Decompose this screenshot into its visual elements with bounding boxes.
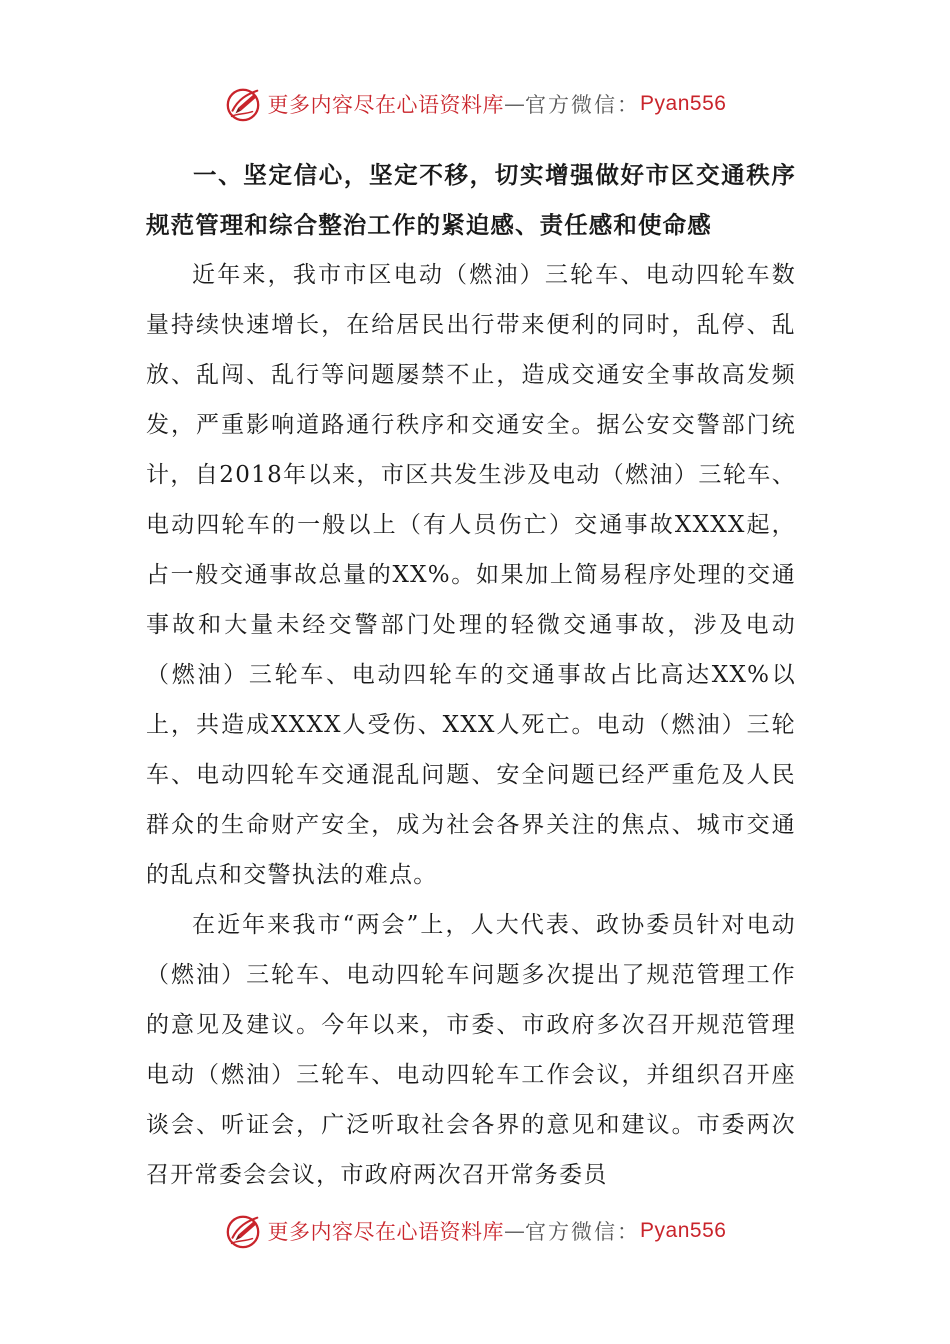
footer-watermark [0, 1211, 950, 1251]
pen-logo-icon [224, 85, 262, 123]
watermark-library-text: 更多内容尽在心语资料库 [267, 93, 505, 117]
pen-logo-icon [224, 1212, 262, 1250]
section-heading: 一、坚定信心，坚定不移，切实增强做好市区交通秩序规范管理和综合整治工作的紧迫感、责任感和使命感 [146, 161, 796, 239]
watermark-wechat-account: Pyan556 [640, 92, 727, 115]
document-body [146, 150, 796, 1200]
watermark-wechat-account: Pyan556 [640, 1219, 727, 1242]
watermark-separator: — [504, 92, 526, 116]
watermark-separator: — [504, 1219, 526, 1243]
body-paragraph-2: 在近年来我市“两会”上，人大代表、政协委员针对电动（燃油）三轮车、电动四轮车问题多次提出了规范管理工作的意见及建议。今年以来，市委、市政府多次召开规范管理电动（燃油）三轮车、电动四轮车工作会议，并组织召开座谈会、听证会，广泛听取社会各界的意见和建议。市委两次召开常委会会议，市政府两次召开常务委员 [146, 912, 796, 1188]
watermark-library-text: 更多内容尽在心语资料库 [267, 1220, 505, 1244]
watermark-wechat-label: 官方微信： [525, 1220, 641, 1244]
body-paragraph-1: 近年来，我市市区电动（燃油）三轮车、电动四轮车数量持续快速增长，在给居民出行带来便利的同时，乱停、乱放、乱闯、乱行等问题屡禁不止，造成交通安全事故高发频发，严重影响道路通行秩序和交通安全。据公安交警部门统计，自2018年以来，市区共发生涉及电动（燃油）三轮车、电动四轮车的一般以上（有人员伤亡）交通事故XXXX起，占一般交通事故总量的XX%。如果加上简易程序处理的交通事故和大量未经交警部门处理的轻微交通事故，涉及电动（燃油）三轮车、电动四轮车的交通事故占比高达XX%以上，共造成XXXX人受伤、XXX人死亡。电动（燃油）三轮车、电动四轮车交通混乱问题、安全问题已经严重危及人民群众的生命财产安全，成为社会各界关注的焦点、城市交通的乱点和交警执法的难点。 [146, 262, 796, 888]
watermark-wechat-label: 官方微信： [525, 93, 641, 117]
header-watermark [0, 84, 950, 124]
